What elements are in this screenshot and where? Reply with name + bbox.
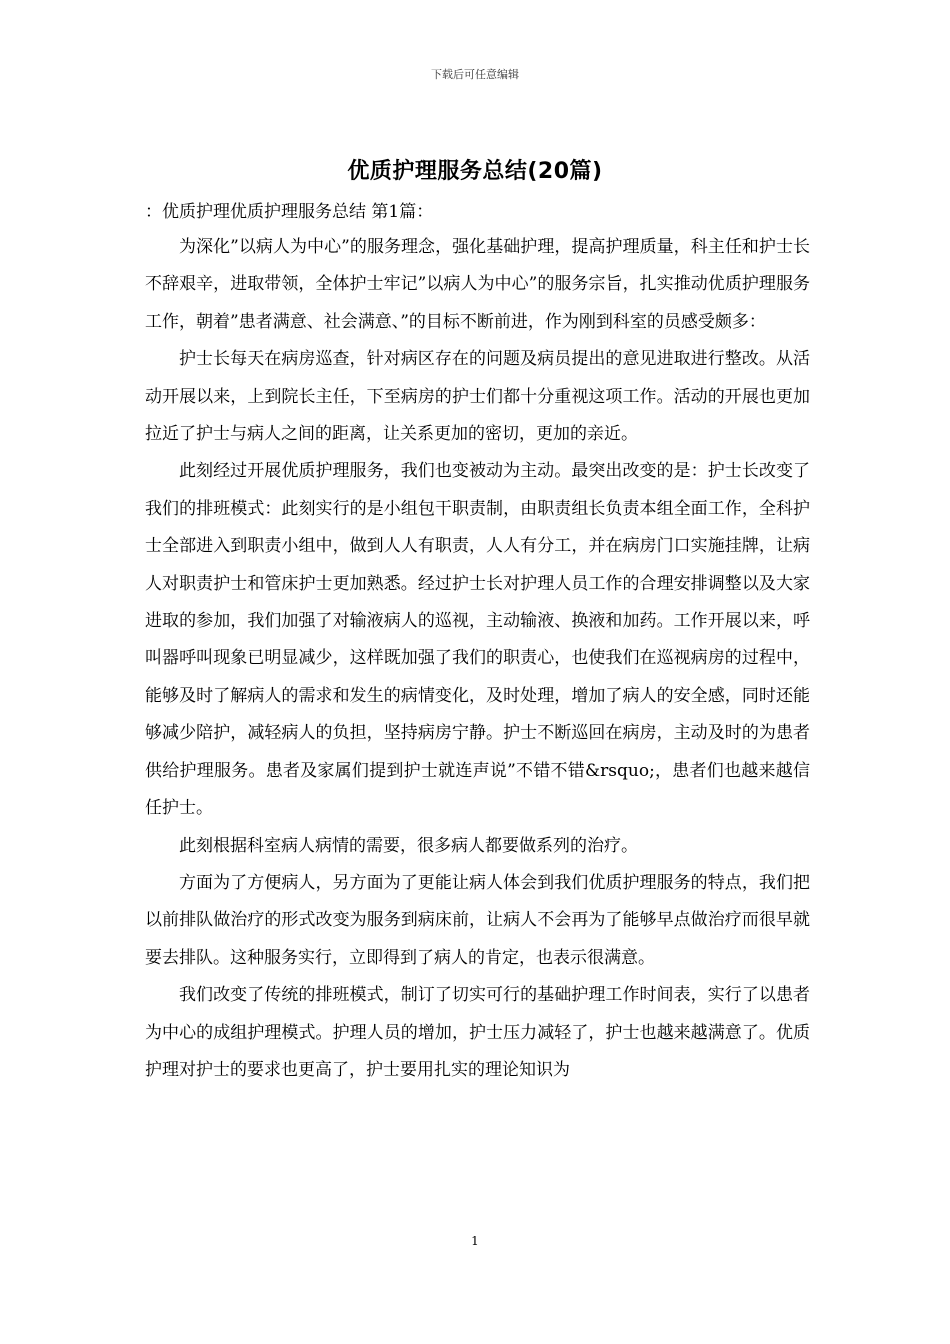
page-number: 1 — [471, 1234, 479, 1248]
paragraph-2: 护士长每天在病房巡查，针对病区存在的问题及病员提出的意见进取进行整改。从活动开展以来，上到院长主任，下至病房的护士们都十分重视这项工作。活动的开展也更加拉近了护士与病人之间的距离，让关系更加的密切，更加的亲近。 — [145, 349, 810, 445]
paragraph-4: 此刻根据科室病人病情的需要，很多病人都要做系列的治疗。 — [179, 835, 638, 856]
paragraph-3: 此刻经过开展优质护理服务，我们也变被动为主动。最突出改变的是：护士长改变了我们的排班模式：此刻实行的是小组包干职责制，由职责组长负责本组全面工作，全科护士全部进入到职责小组中，做到人人有职责，人人有分工，并在病房门口实施挂牌，让病人对职责护士和管床护士更加熟悉。经过护士长对护理人员工作的合理安排调整以及大家进取的参加，我们加强了对输液病人的巡视，主动输液、换液和加药。工作开展以来，呼叫器呼叫现象已明显减少，这样既加强了我们的职责心，也使我们在巡视病房的过程中，能够及时了解病人的需求和发生的病情变化，及时处理，增加了病人的安全感，同时还能够减少陪护，减轻病人的负担，坚持病房宁静。护士不断巡回在病房，主动及时的为患者供给护理服务。患者及家属们提到护士就连声说”不错不错&rsquo;，患者们也越来越信任护士。 — [145, 461, 810, 819]
paragraph-6: 我们改变了传统的排班模式，制订了切实可行的基础护理工作时间表，实行了以患者为中心的成组护理模式。护理人员的增加，护士压力减轻了，护士也越来越满意了。优质护理对护士的要求也更高了，护士要用扎实的理论知识为 — [145, 985, 810, 1080]
document-title: 优质护理服务总结(20篇) — [347, 159, 603, 184]
paragraph-1: 为深化”以病人为中心”的服务理念，强化基础护理，提高护理质量，科主任和护士长不辞艰辛，进取带领，全体护士牢记”以病人为中心”的服务宗旨，扎实推动优质护理服务工作，朝着”患者满意、社会满意、”的目标不断前进，作为刚到科室的员感受颇多： — [145, 237, 810, 332]
paragraph-5: 方面为了方便病人，另方面为了更能让病人体会到我们优质护理服务的特点，我们把以前排队做治疗的形式改变为服务到病床前，让病人不会再为了能够早点做治疗而很早就要去排队。这种服务实行，立即得到了病人的肯定，也表示很满意。 — [145, 872, 810, 968]
section-subtitle: ：优质护理优质护理服务总结 第1篇： — [145, 202, 434, 222]
page-header: 下载后可任意编辑 — [431, 68, 519, 81]
document-body — [145, 196, 810, 1089]
